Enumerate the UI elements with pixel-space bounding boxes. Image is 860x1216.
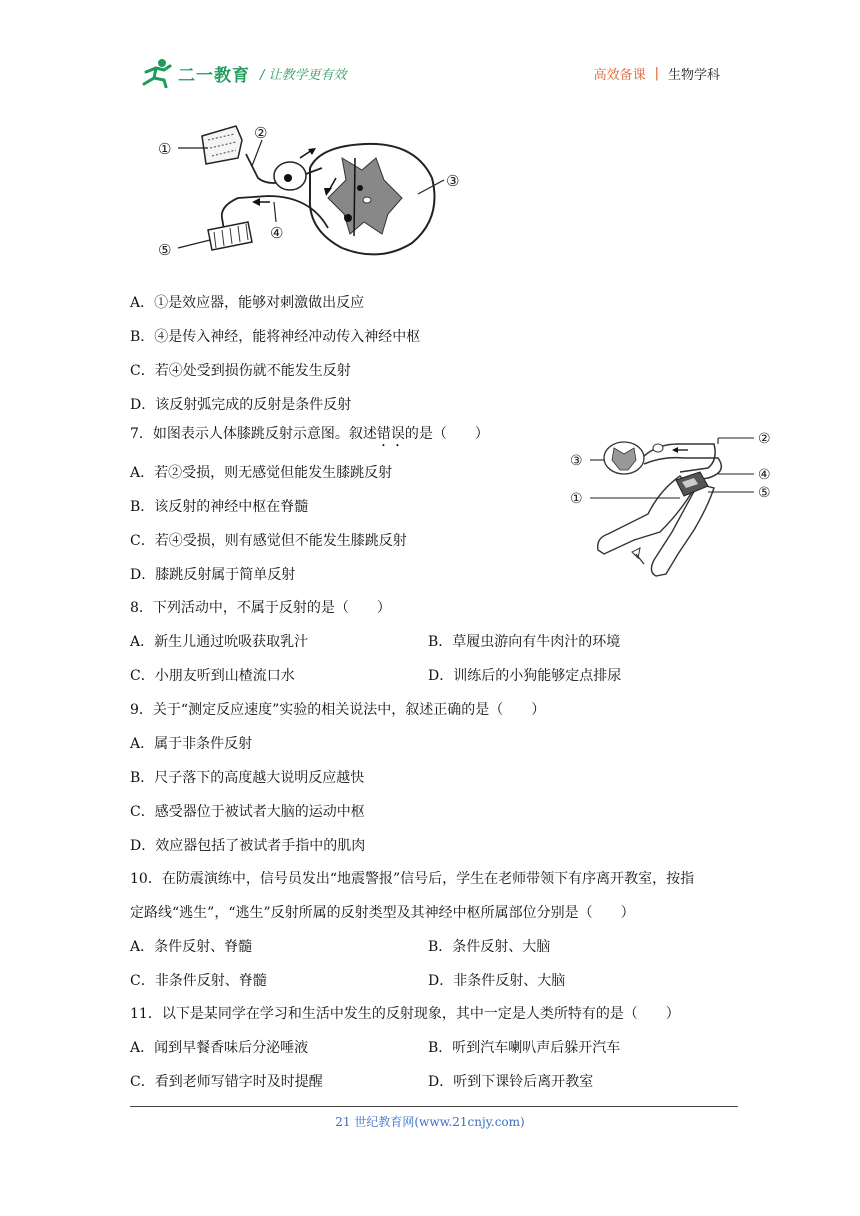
q8-option-d: D．训练后的小狗能够定点排尿 — [428, 668, 622, 684]
q11-option-a: A．闻到早餐香味后分泌唾液 — [130, 1040, 309, 1056]
knee-jerk-diagram — [568, 426, 782, 582]
q8-option-b: B．草履虫游向有牛肉汁的环境 — [428, 634, 621, 650]
q9-option-a: A．属于非条件反射 — [130, 736, 253, 752]
q8-option-a: A．新生儿通过吮吸获取乳汁 — [130, 634, 309, 650]
fig1-label-1: ① — [158, 140, 172, 158]
fig2-label-5: ⑤ — [758, 485, 771, 501]
q9-option-b: B．尺子落下的高度越大说明反应越快 — [130, 770, 365, 786]
header-tag: 高效备课 — [593, 68, 646, 83]
q10-stem-line2: 定路线“逃生”，“逃生”反射所属的反射类型及其神经中枢所属部位分别是（ ） — [130, 905, 635, 921]
reflex-arc-diagram — [150, 118, 480, 268]
q10-option-a: A．条件反射、脊髓 — [130, 939, 253, 955]
header-separator: | — [654, 66, 659, 81]
slogan: / 让教学更有效 — [260, 67, 347, 83]
fig2-label-1: ① — [570, 491, 583, 507]
q9-option-c: C．感受器位于被试者大脑的运动中枢 — [130, 804, 365, 820]
logo — [140, 56, 347, 90]
fig2-label-3: ③ — [570, 453, 583, 469]
q7-option-d: D．膝跳反射属于简单反射 — [130, 567, 296, 583]
q11-option-d: D．听到下课铃后离开教室 — [428, 1074, 594, 1090]
q7-stem-prefix: 7．如图表示人体膝跳反射示意图。叙述 — [130, 426, 377, 442]
q6-option-b: B．④是传入神经，能将神经冲动传入神经中枢 — [130, 329, 421, 345]
q7-option-c: C．若④受损，则有感觉但不能发生膝跳反射 — [130, 533, 407, 549]
page-header — [140, 56, 730, 90]
q10-option-d: D．非条件反射、大脑 — [428, 973, 566, 989]
q10-stem-line1: 10．在防震演练中，信号员发出“地震警报”信号后，学生在老师带领下有序离开教室，按指 — [130, 871, 695, 887]
q6-option-a: A．①是效应器，能够对刺激做出反应 — [130, 295, 365, 311]
q8-stem: 8．下列活动中，不属于反射的是（ ） — [130, 600, 391, 616]
fig1-label-2: ② — [254, 124, 268, 142]
header-subject — [594, 64, 720, 83]
fig1-label-3: ③ — [446, 172, 460, 190]
q6-option-d: D．该反射弧完成的反射是条件反射 — [130, 397, 352, 413]
q7-stem — [130, 423, 489, 450]
q10-option-c: C．非条件反射、脊髓 — [130, 973, 267, 989]
q11-stem: 11．以下是某同学在学习和生活中发生的反射现象，其中一定是人类所特有的是（ ） — [130, 1006, 680, 1022]
q9-stem: 9．关于“测定反应速度”实验的相关说法中，叙述正确的是（ ） — [130, 702, 546, 718]
runner-logo-icon — [140, 58, 174, 88]
fig2-label-2: ② — [758, 431, 771, 447]
fig1-label-4: ④ — [270, 224, 284, 242]
fig1-label-5: ⑤ — [158, 241, 172, 259]
q11-option-b: B．听到汽车喇叭声后躲开汽车 — [428, 1040, 621, 1056]
q11-option-c: C．看到老师写错字时及时提醒 — [130, 1074, 323, 1090]
q7-option-b: B．该反射的神经中枢在脊髓 — [130, 499, 309, 515]
q7-option-a: A．若②受损，则无感觉但能发生膝跳反射 — [130, 465, 393, 481]
q9-option-d: D．效应器包括了被试者手指中的肌肉 — [130, 838, 366, 854]
q6-option-c: C．若④处受到损伤就不能发生反射 — [130, 363, 351, 379]
q7-stem-suffix: 的是（ ） — [404, 426, 489, 442]
q8-option-c: C．小朋友听到山楂流口水 — [130, 668, 295, 684]
fig2-label-4: ④ — [758, 467, 771, 483]
footer-source: 21 世纪教育网(www.21cnjy.com) — [335, 1115, 525, 1129]
q10-option-b: B．条件反射、大脑 — [428, 939, 551, 955]
logo-text: 二一教育 — [178, 65, 250, 86]
footer-divider — [130, 1106, 738, 1107]
q7-stem-emphasis: 错误 — [376, 426, 405, 442]
header-subject-name: 生物学科 — [667, 68, 720, 83]
